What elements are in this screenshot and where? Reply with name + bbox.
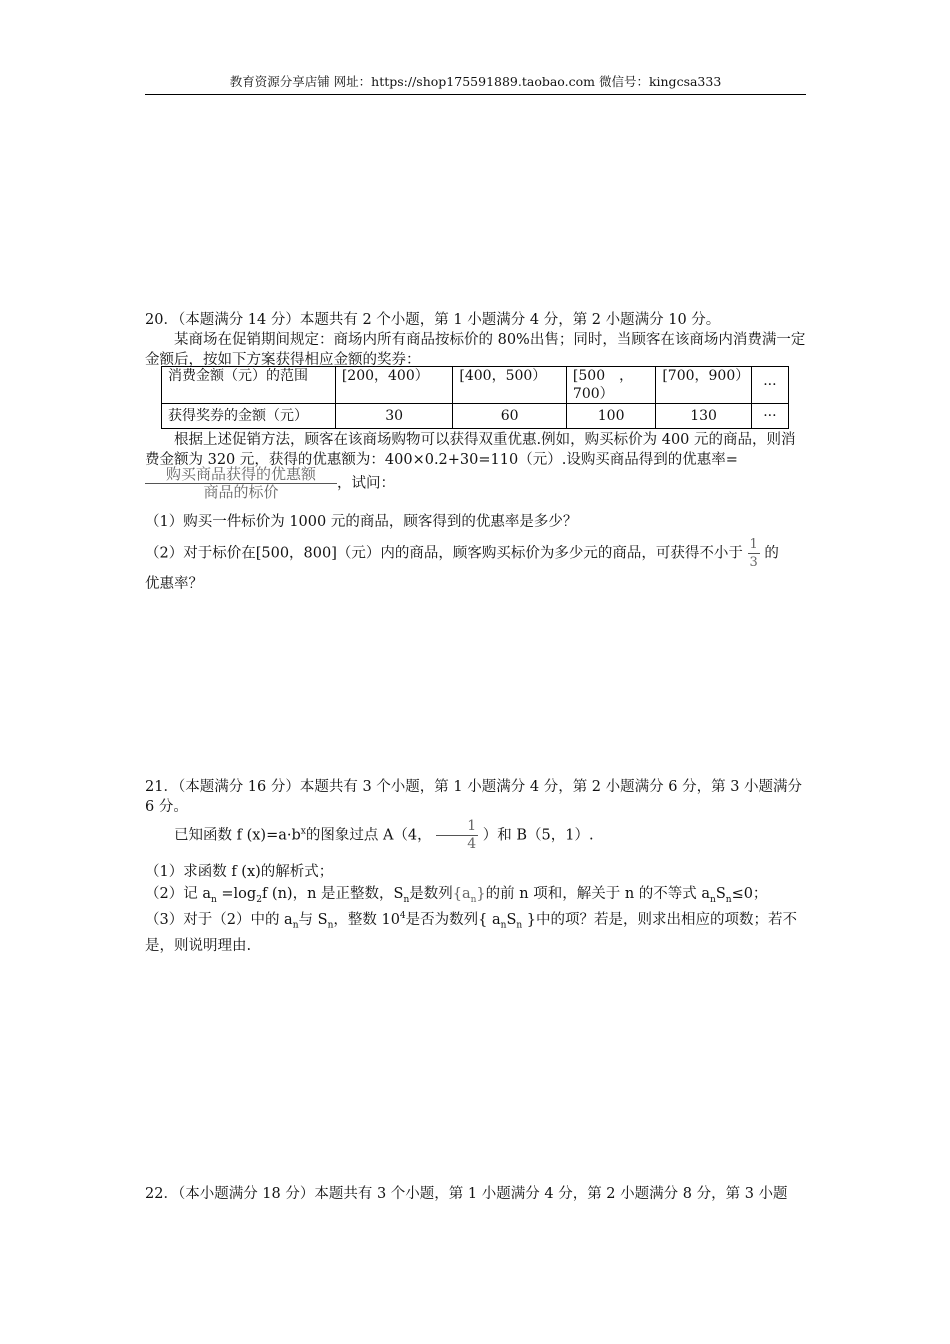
fraction-numerator: 购买商品获得的优惠额	[145, 466, 337, 484]
fraction	[145, 466, 337, 501]
text: f (n)，n 是正整数，S	[261, 886, 404, 902]
subscript: n	[725, 894, 732, 905]
table-cell: 获得奖券的金额（元）	[162, 404, 336, 429]
fraction-denominator: 商品的标价	[203, 483, 279, 501]
prize-table	[161, 366, 789, 429]
table-cell: ···	[751, 404, 788, 429]
text: （2）记 a	[145, 886, 211, 902]
subscript: n	[710, 894, 716, 905]
subscript: n	[210, 894, 217, 905]
q20-sub2-text-end: 的	[764, 545, 779, 562]
text: }	[476, 886, 486, 902]
text: 与 S	[298, 911, 328, 928]
fraction-numerator: 1	[749, 537, 758, 552]
q21-sub3	[145, 906, 807, 956]
text: 是否为数列{ a	[405, 911, 501, 928]
table-cell: 消费金额（元）的范围	[162, 367, 336, 404]
table-cell: [400，500）	[453, 367, 567, 404]
exponent: x	[300, 826, 306, 837]
q20-intro: 某商场在促销期间规定：商场内所有商品按标价的 80%出售；同时，当顾客在该商场内消费满一定金额后，按如下方案获得相应金额的奖券：	[145, 332, 806, 368]
q20-sub1: （1）购买一件标价为 1000 元的商品，顾客得到的优惠率是多少？	[145, 514, 578, 530]
q21-sub1: （1）求函数 f (x)的解析式；	[145, 864, 334, 880]
table-row	[162, 367, 789, 404]
text: ，整数 10	[333, 911, 400, 928]
table-row	[162, 404, 789, 429]
text: {a	[452, 886, 471, 902]
text: S	[715, 886, 726, 902]
q20-ask: ，试问：	[337, 475, 395, 492]
table-cell: [700，900）	[656, 367, 751, 404]
q20-sub2-line2: 优惠率？	[145, 576, 203, 592]
q22-title: 22．（本小题满分 18 分）本题共有 3 个小题，第 1 小题满分 4 分，第 2 小题满分 8 分，第 3 小题	[145, 1186, 788, 1202]
q20-title: 20．（本题满分 14 分）本题共有 2 个小题，第 1 小题满分 4 分，第 2 小题满分 10 分。	[145, 312, 721, 328]
q21-given-text-end: ）和 B（5，1）.	[482, 827, 594, 844]
q20-sub2	[145, 536, 807, 571]
text: 的前 n 项和，解关于 n 的不等式 a	[485, 886, 711, 902]
fraction	[748, 536, 760, 571]
table-cell: 100	[566, 404, 655, 429]
table-cell: [200，400）	[335, 367, 453, 404]
table-cell: ···	[751, 367, 788, 404]
fraction	[436, 818, 478, 853]
q21-given	[145, 818, 807, 853]
table-cell: [500 ，700）	[566, 367, 655, 404]
subscript: n	[516, 920, 523, 931]
q21-given-text-mid: 的图象过点 A（4，	[305, 827, 432, 844]
table-cell: 60	[453, 404, 567, 429]
fraction-numerator: 1	[436, 818, 478, 836]
exponent: 4	[399, 911, 406, 921]
sequence-symbol	[452, 886, 486, 905]
text: （3）对于（2）中的 a	[145, 911, 293, 928]
text: }中的项？若是，则求出相应的项数；若不是，则说明理由.	[145, 911, 798, 954]
q21-given-text: 已知函数 f (x)=a·b	[174, 827, 301, 844]
table-cell: 130	[656, 404, 751, 429]
q21-title: 21．（本题满分 16 分）本题共有 3 个小题，第 1 小题满分 4 分，第 2 小题满分 6 分，第 3 小题满分 6 分。	[145, 779, 803, 815]
text: =log	[216, 886, 257, 902]
q20-sub2-text: （2）对于标价在[500，800]（元）内的商品，顾客购买标价为多少元的商品，可获得不小于	[145, 545, 743, 562]
subscript: 2	[256, 894, 262, 905]
q20-rate-formula	[145, 466, 807, 501]
subscript: n	[327, 920, 334, 931]
subscript: n	[403, 894, 410, 905]
text: S	[506, 911, 517, 928]
subscript: n	[470, 894, 477, 905]
table-cell: 30	[335, 404, 453, 429]
subscript: n	[292, 920, 299, 931]
q20-paragraph: 根据上述促销方法，顾客在该商场购物可以获得双重优惠.例如，购买标价为 400 元的商品，则消费金额为 320 元，获得的优惠额为：400×0.2+30=110（元）.设购买商品得到的优惠率=	[145, 432, 796, 468]
page-header: 教育资源分享店铺 网址：https://shop175591889.taobao.com 微信号：kingcsa333	[145, 72, 806, 95]
fraction-denominator: 3	[749, 555, 758, 570]
text: 是数列	[409, 886, 453, 902]
subscript: n	[500, 920, 507, 931]
fraction-denominator: 4	[467, 836, 477, 852]
text: ≤0；	[731, 886, 768, 902]
